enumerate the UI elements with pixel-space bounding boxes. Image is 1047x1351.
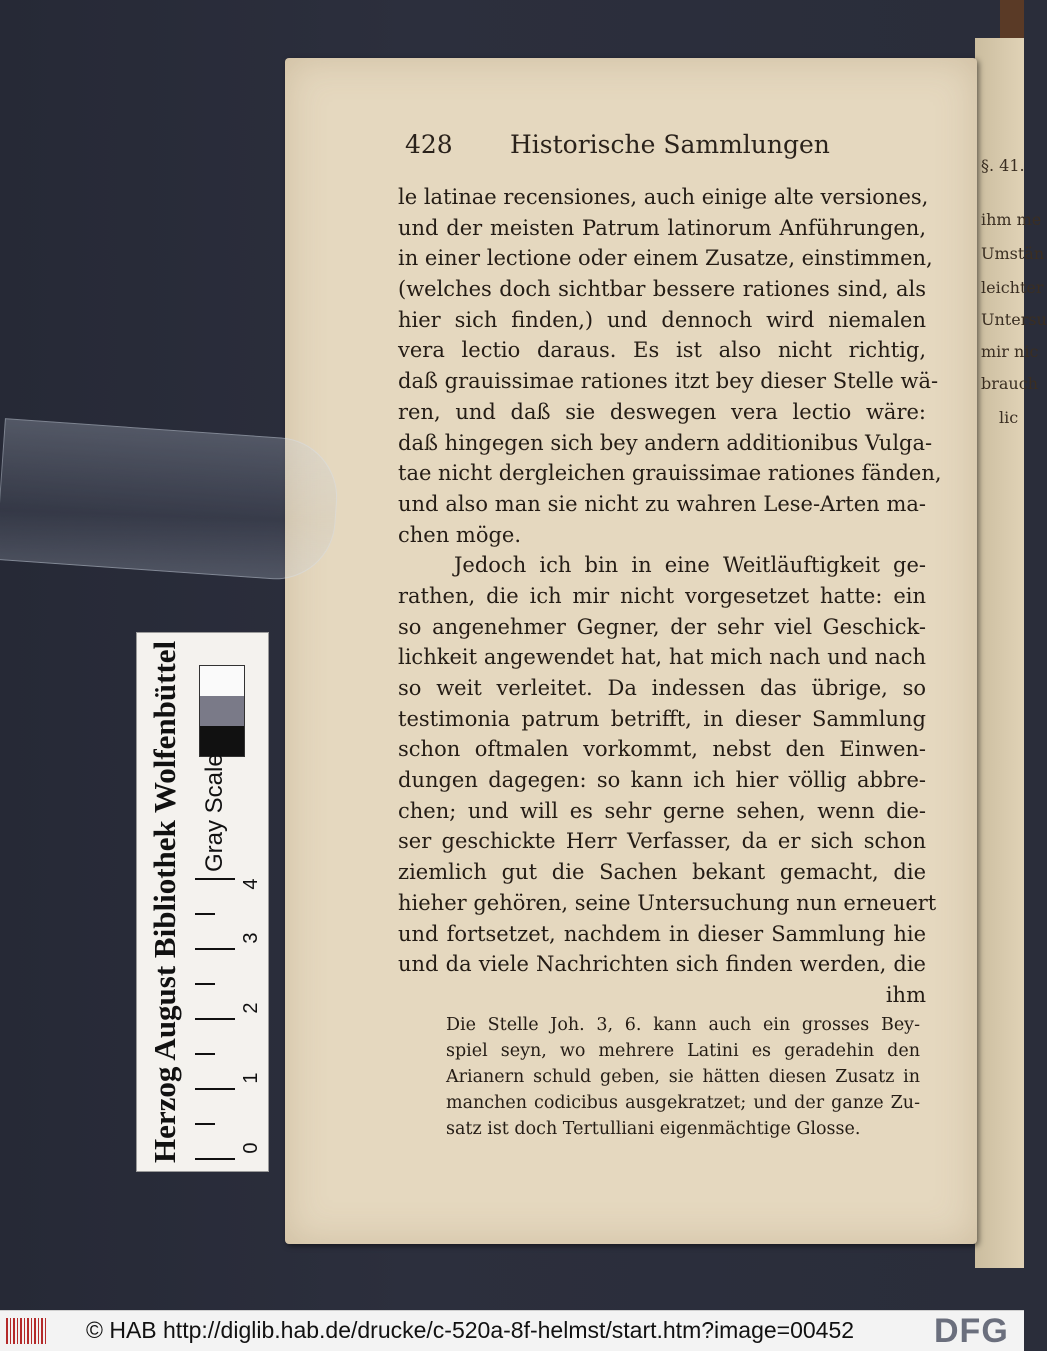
adjacent-page-fragment: leichter <box>981 278 1044 297</box>
scale-tick <box>195 1158 235 1160</box>
text-line: und also man sie nicht zu wahren Lese-Arten ma- <box>398 491 926 516</box>
text-line: daß grauissimae rationes itzt bey dieser Stelle wä- <box>398 369 939 394</box>
text-line: vera lectio daraus. Es ist also nicht richtig, <box>398 338 926 363</box>
adjacent-page-fragment: Umstän <box>981 244 1045 263</box>
scale-tick <box>195 1018 235 1020</box>
adjacent-page-fragment: ihm me <box>981 210 1042 229</box>
scale-number: 4 <box>240 878 262 890</box>
black-swatch <box>200 726 244 756</box>
dfg-logo: DFG <box>934 1312 1009 1350</box>
transparent-page-holder <box>0 418 341 583</box>
ruler-title: Herzog August Bibliothek Wolfenbüttel <box>147 640 182 1164</box>
text-line: le latinae recensiones, auch einige alte versiones, <box>398 185 929 209</box>
copyright-link[interactable]: © HAB http://diglib.hab.de/drucke/c-520a-8f-helmst/start.htm?image=00452 <box>86 1317 855 1343</box>
text-line: so weit verleitet. Da indessen das übrige, so <box>398 676 926 700</box>
adjacent-page-fragment: Untersu <box>981 310 1047 329</box>
text-line: hieher gehören, seine Untersuchung nun erneuert <box>398 890 937 915</box>
text-line: daß hingegen sich bey andern additionibus Vulga- <box>398 430 933 455</box>
centimeter-scale <box>195 878 265 1168</box>
scale-number: 2 <box>240 1002 262 1014</box>
text-line: hier sich finden,) und dennoch wird niemalen <box>398 307 926 332</box>
text-line: und fortsetzet, nachdem in dieser Sammlung hie <box>398 921 926 946</box>
text-line: rathen, die ich mir nicht vorgesetzet hatte: ein <box>398 583 926 608</box>
footnote-line: spiel seyn, wo mehrere Latini es geradehin den <box>446 1041 920 1061</box>
footnote-line: satz ist doch Tertulliani eigenmächtige Glosse. <box>446 1119 861 1139</box>
adjacent-page-fragment: lic <box>999 408 1019 427</box>
adjacent-page-edge <box>975 38 1047 1268</box>
text-line: (welches doch sichtbar bessere rationes sind, als <box>398 277 926 302</box>
color-reference-ruler <box>136 632 269 1172</box>
text-line: tae nicht dergleichen grauissimae rationes fänden, <box>398 461 942 486</box>
scale-tick <box>195 913 215 915</box>
scale-tick <box>195 983 215 985</box>
scale-number: 0 <box>240 1142 262 1154</box>
scale-number: 1 <box>240 1072 262 1084</box>
text-line: lichkeit angewendet hat, hat mich nach und nach <box>398 645 926 670</box>
text-line: und der meisten Patrum latinorum Anführungen, <box>398 215 926 240</box>
scale-number: 3 <box>240 932 262 944</box>
adjacent-page-fragment: brauch <box>981 374 1038 393</box>
text-line: dungen dagegen: so kann ich hier völlig abbre- <box>398 768 926 793</box>
page-header <box>405 130 865 160</box>
footnote <box>446 1012 920 1142</box>
scale-tick <box>195 878 235 880</box>
text-line: testimonia patrum betrifft, in dieser Sammlung <box>398 706 926 731</box>
footnote-line: Die Stelle Joh. 3, 6. kann auch ein grosses Bey- <box>446 1015 920 1035</box>
gray-swatches <box>199 665 245 757</box>
text-line: ziemlich gut die Sachen bekant gemacht, die <box>398 860 926 885</box>
footer-bar <box>0 1310 1024 1351</box>
page-number: 428 <box>405 130 453 159</box>
gray-swatch <box>200 696 244 726</box>
gray-scale-label: Gray Scale <box>201 753 228 873</box>
running-title: Historische Sammlungen <box>510 130 830 159</box>
scale-tick <box>195 948 235 950</box>
adjacent-page-fragment: §. 41. <box>981 156 1025 175</box>
library-logo-icon <box>6 1318 46 1344</box>
scale-tick <box>195 1053 215 1055</box>
footnote-line: Arianern schuld geben, sie hätten diesen Zusatz in <box>446 1067 920 1087</box>
scale-tick <box>195 1088 235 1090</box>
text-line: ren, und daß sie deswegen vera lectio wäre: <box>398 399 926 424</box>
text-line: in einer lectione oder einem Zusatze, einstimmen, <box>398 246 933 271</box>
scale-tick <box>195 1123 215 1125</box>
text-line: chen; und will es sehr gerne sehen, wenn die- <box>398 798 926 823</box>
footnote-line: manchen codicibus ausgekratzet; und der ganze Zu- <box>446 1093 920 1113</box>
catchword: ihm <box>885 982 926 1007</box>
body-text <box>398 182 942 1011</box>
text-line: Jedoch ich bin in eine Weitläuftigkeit ge- <box>454 553 926 578</box>
white-swatch <box>200 666 244 696</box>
text-line: chen möge. <box>398 522 522 547</box>
text-line: ser geschickte Herr Verfasser, da er sich schon <box>398 829 926 854</box>
adjacent-page-fragment: mir nic <box>981 342 1039 361</box>
text-line: und da viele Nachrichten sich finden werden, die <box>398 952 926 977</box>
text-line: schon oftmalen vorkommt, nebst den Einwen- <box>398 737 926 762</box>
text-line: so angenehmer Gegner, der sehr viel Geschick- <box>398 614 926 639</box>
